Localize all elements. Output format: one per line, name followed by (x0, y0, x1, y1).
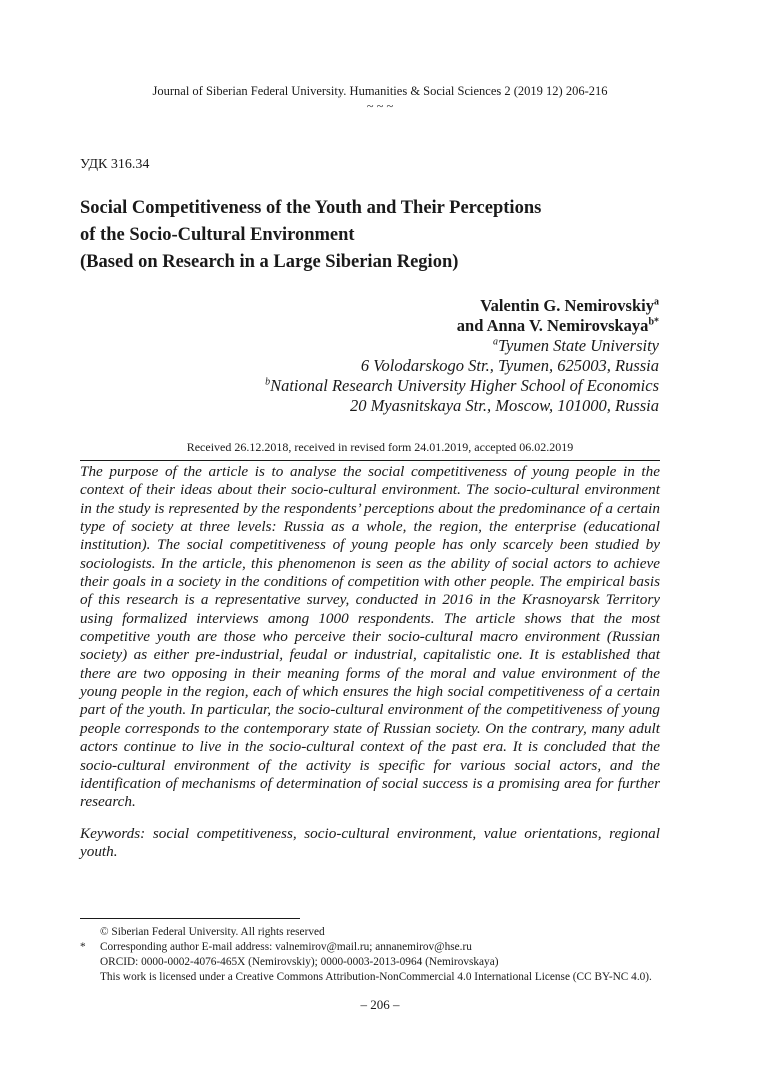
abstract: The purpose of the article is to analyse the social competitiveness of young people in the context of their ideas about their socio-cultural environment. The socio-cultural environment in the study is represented by the respondents’ perceptions about the predominance of a certain type of society at three levels: Russia as a whole, the region, the enterprise (educational institution). The social competitiveness of young people has only scarcely been studied by sociologists. In the article, this phenomenon is seen as the ability of social actors to achieve their goals in a society in the conditions of competition with other people. The empirical basis of this research is a representative survey, conducted in 2016 in the Krasnoyarsk Territory using formalized interviews among 1000 respondents. The article shows that the most competitive youth are those who perceive their socio-cultural macro environment (Russian society) as either pre-industrial, feudal or industrial, capitalistic one. It is established that there are two opposing in their meaning forms of the moral and value environment of the young people in the region, each of which ensures the high social competitiveness of a certain part of the youth. In particular, the socio-cultural environment of the competitiveness of young people corresponds to the contemporary state of Russian society. On the contrary, many adult actors continue to live in the socio-cultural context of the past era. It is concluded that the socio-cultural environment of the activity is specific for various social actors, and the identification of mechanisms of determination of social success is a promising area for further research. (80, 463, 660, 811)
affiliation-b-name (265, 376, 659, 396)
author-block (265, 296, 659, 416)
affiliation-a-name (265, 336, 659, 356)
footnotes (80, 925, 680, 985)
author-2-name: Anna V. Nemirovskaya (486, 316, 649, 335)
footnote-license: This work is licensed under a Creative Commons Attribution-NonCommercial 4.0 International License (CC BY-NC 4.0). (100, 971, 652, 983)
received-dates: Received 26.12.2018, received in revised form 24.01.2019, accepted 06.02.2019 (186, 440, 574, 454)
title-line: (Based on Research in a Large Siberian Region) (80, 252, 459, 272)
author-2-sup: b* (648, 316, 659, 328)
affiliation-a-sup: a (493, 336, 498, 348)
article-title (80, 195, 680, 276)
affiliation-b-name-text: National Research University Higher School of Economics (270, 376, 659, 395)
page-number: – 206 – (360, 997, 400, 1012)
footnote-orcid: ORCID: 0000-0002-4076-465X (Nemirovskiy); 0000-0003-2013-0964 (Nemirovskaya) (100, 956, 499, 968)
journal-header: Journal of Siberian Federal University. Humanities & Social Sciences 2 (2019 12) 206-216 (152, 84, 608, 98)
footnote-divider (80, 918, 300, 919)
udk-code: УДК 316.34 (80, 157, 150, 172)
footnote-corresponding-text: Corresponding author E-mail address: valnemirov@mail.ru; annanemirov@hse.ru (100, 941, 472, 953)
author-2 (265, 316, 659, 336)
footnote-mark: * (80, 941, 86, 953)
footnote-copyright: © Siberian Federal University. All rights reserved (100, 926, 325, 938)
keywords: Keywords: social competitiveness, socio-cultural environment, value orientations, regional youth. (80, 825, 660, 861)
author-1-name: Valentin G. Nemirovskiy (480, 296, 654, 315)
abstract-divider (80, 460, 660, 461)
header-separator: ~ ~ ~ (366, 99, 394, 113)
affiliation-b-sup: b (265, 376, 271, 388)
author-1-sup: a (654, 296, 659, 308)
author-1 (265, 296, 659, 316)
footnote-corresponding (80, 940, 680, 955)
affiliation-a-address: 6 Volodarskogo Str., Tyumen, 625003, Russia (360, 356, 659, 375)
title-line: of the Socio-Cultural Environment (80, 225, 355, 245)
affiliation-b-address: 20 Myasnitskaya Str., Moscow, 101000, Russia (349, 396, 659, 415)
author-2-prefix: and (456, 316, 487, 335)
affiliation-a-name-text: Tyumen State University (498, 336, 659, 355)
title-line: Social Competitiveness of the Youth and Their Perceptions (80, 198, 542, 218)
